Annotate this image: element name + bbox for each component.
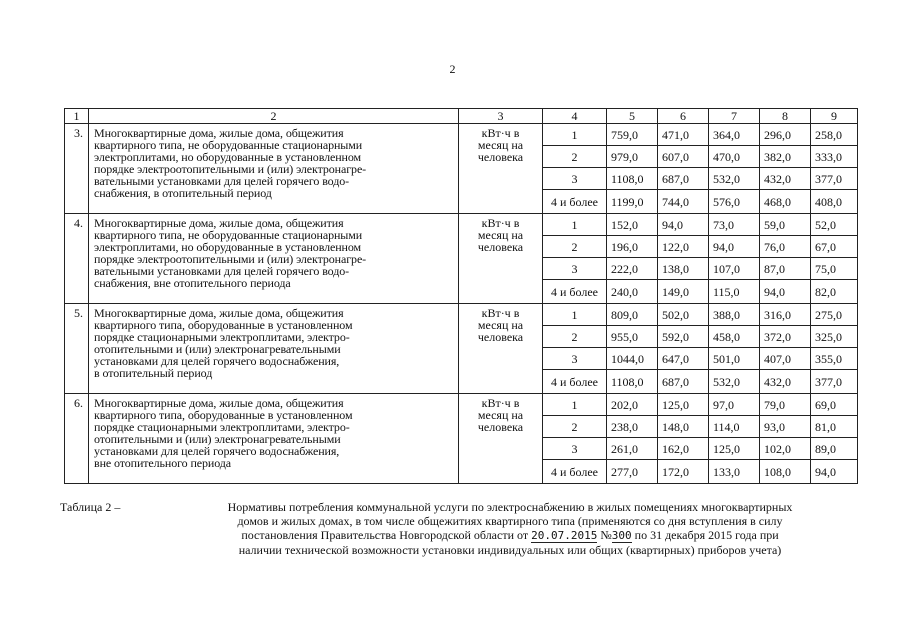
norm-value-cell: 501,0 bbox=[709, 348, 760, 370]
number-sign: № bbox=[600, 528, 612, 542]
caption-line: Нормативы потребления коммунальной услуги по электроснабжению в жилых помещениях многоквартирных bbox=[227, 500, 793, 514]
norm-value-cell: 94,0 bbox=[709, 236, 760, 258]
people-count-cell: 2 bbox=[543, 236, 607, 258]
norm-value-cell: 82,0 bbox=[811, 280, 858, 304]
norm-value-cell: 102,0 bbox=[760, 438, 811, 460]
row-number: 5. bbox=[65, 304, 89, 394]
norm-value-cell: 73,0 bbox=[709, 214, 760, 236]
column-header: 8 bbox=[760, 109, 811, 124]
description-line: вательными установками для целей горячего водо- bbox=[94, 264, 350, 278]
norm-value-cell: 1199,0 bbox=[607, 190, 658, 214]
description-line: порядке стационарными электроплитами, электро- bbox=[94, 330, 350, 344]
housing-type-description bbox=[89, 124, 459, 214]
norm-value-cell: 87,0 bbox=[760, 258, 811, 280]
description-line: квартирного типа, оборудованные в установленном bbox=[94, 408, 353, 422]
consumption-norms-table bbox=[64, 108, 858, 484]
norm-value-cell: 238,0 bbox=[607, 416, 658, 438]
norm-value-cell: 364,0 bbox=[709, 124, 760, 146]
norm-value-cell: 115,0 bbox=[709, 280, 760, 304]
norm-value-cell: 133,0 bbox=[709, 460, 760, 484]
people-count-cell: 1 bbox=[543, 214, 607, 236]
description-line: Многоквартирные дома, жилые дома, общежития bbox=[94, 396, 344, 410]
norm-value-cell: 532,0 bbox=[709, 168, 760, 190]
norm-value-cell: 1044,0 bbox=[607, 348, 658, 370]
caption-line: домов и жилых домах, в том числе общежитиях квартирного типа (применяются со дня вступления в силу bbox=[237, 514, 783, 528]
norm-value-cell: 377,0 bbox=[811, 168, 858, 190]
norm-value-cell: 59,0 bbox=[760, 214, 811, 236]
norm-value-cell: 407,0 bbox=[760, 348, 811, 370]
norm-value-cell: 388,0 bbox=[709, 304, 760, 326]
caption-line-start: постановления Правительства Новгородской области от bbox=[241, 528, 529, 542]
norm-value-cell: 333,0 bbox=[811, 146, 858, 168]
norm-value-cell: 125,0 bbox=[709, 438, 760, 460]
description-line: снабжения, в отопительный период bbox=[94, 186, 272, 200]
table-row bbox=[65, 394, 858, 416]
unit-line: человека bbox=[477, 150, 524, 164]
table-header-row bbox=[65, 109, 858, 124]
norm-value-cell: 592,0 bbox=[658, 326, 709, 348]
table-row bbox=[65, 304, 858, 326]
norm-value-cell: 81,0 bbox=[811, 416, 858, 438]
norm-value-cell: 148,0 bbox=[658, 416, 709, 438]
norm-value-cell: 432,0 bbox=[760, 168, 811, 190]
norm-value-cell: 372,0 bbox=[760, 326, 811, 348]
unit-of-measure bbox=[459, 304, 543, 394]
unit-line: месяц на bbox=[477, 138, 524, 152]
row-number: 6. bbox=[65, 394, 89, 484]
description-line: порядке электроотопительными и (или) электронагре- bbox=[94, 252, 367, 266]
norm-value-cell: 432,0 bbox=[760, 370, 811, 394]
norm-value-cell: 94,0 bbox=[811, 460, 858, 484]
norm-value-cell: 809,0 bbox=[607, 304, 658, 326]
description-line: квартирного типа, не оборудованные стационарными bbox=[94, 228, 363, 242]
norm-value-cell: 502,0 bbox=[658, 304, 709, 326]
norm-value-cell: 607,0 bbox=[658, 146, 709, 168]
description-line: Многоквартирные дома, жилые дома, общежития bbox=[94, 126, 344, 140]
people-count-cell: 1 bbox=[543, 394, 607, 416]
description-line: отопительными и (или) электронагревательными bbox=[94, 432, 341, 446]
unit-line: месяц на bbox=[477, 408, 524, 422]
norm-value-cell: 277,0 bbox=[607, 460, 658, 484]
people-count-cell: 2 bbox=[543, 146, 607, 168]
norm-value-cell: 258,0 bbox=[811, 124, 858, 146]
norm-value-cell: 69,0 bbox=[811, 394, 858, 416]
description-line: порядке электроотопительными и (или) электронагре- bbox=[94, 162, 367, 176]
norm-value-cell: 122,0 bbox=[658, 236, 709, 258]
column-header: 9 bbox=[811, 109, 858, 124]
description-line: порядке стационарными электроплитами, электро- bbox=[94, 420, 350, 434]
people-count-cell: 1 bbox=[543, 304, 607, 326]
norm-value-cell: 138,0 bbox=[658, 258, 709, 280]
resolution-date-field: 20.07.2015 bbox=[531, 529, 598, 542]
norm-value-cell: 1108,0 bbox=[607, 168, 658, 190]
norm-value-cell: 744,0 bbox=[658, 190, 709, 214]
caption-line bbox=[160, 528, 860, 543]
column-header: 2 bbox=[89, 109, 459, 124]
people-count-cell: 3 bbox=[543, 348, 607, 370]
description-line: Многоквартирные дома, жилые дома, общежития bbox=[94, 306, 344, 320]
norm-value-cell: 222,0 bbox=[607, 258, 658, 280]
unit-of-measure bbox=[459, 394, 543, 484]
norm-value-cell: 470,0 bbox=[709, 146, 760, 168]
norm-value-cell: 355,0 bbox=[811, 348, 858, 370]
caption-text bbox=[160, 500, 860, 557]
norm-value-cell: 532,0 bbox=[709, 370, 760, 394]
norm-value-cell: 979,0 bbox=[607, 146, 658, 168]
unit-line: человека bbox=[477, 420, 524, 434]
people-count-cell: 2 bbox=[543, 326, 607, 348]
norm-value-cell: 687,0 bbox=[658, 370, 709, 394]
column-header: 1 bbox=[65, 109, 89, 124]
norm-value-cell: 471,0 bbox=[658, 124, 709, 146]
description-line: Многоквартирные дома, жилые дома, общежития bbox=[94, 216, 344, 230]
norm-value-cell: 316,0 bbox=[760, 304, 811, 326]
housing-type-description bbox=[89, 394, 459, 484]
norm-value-cell: 325,0 bbox=[811, 326, 858, 348]
norm-value-cell: 52,0 bbox=[811, 214, 858, 236]
row-number: 4. bbox=[65, 214, 89, 304]
column-header: 3 bbox=[459, 109, 543, 124]
description-line: установками для целей горячего водоснабжения, bbox=[94, 354, 340, 368]
norm-value-cell: 162,0 bbox=[658, 438, 709, 460]
people-count-cell: 4 и более bbox=[543, 280, 607, 304]
norm-value-cell: 79,0 bbox=[760, 394, 811, 416]
norm-value-cell: 67,0 bbox=[811, 236, 858, 258]
norm-value-cell: 114,0 bbox=[709, 416, 760, 438]
column-header: 7 bbox=[709, 109, 760, 124]
norm-value-cell: 202,0 bbox=[607, 394, 658, 416]
norm-value-cell: 647,0 bbox=[658, 348, 709, 370]
description-line: отопительными и (или) электронагревательными bbox=[94, 342, 341, 356]
norm-value-cell: 468,0 bbox=[760, 190, 811, 214]
norm-value-cell: 93,0 bbox=[760, 416, 811, 438]
housing-type-description bbox=[89, 304, 459, 394]
norm-value-cell: 75,0 bbox=[811, 258, 858, 280]
row-number: 3. bbox=[65, 124, 89, 214]
unit-line: человека bbox=[477, 330, 524, 344]
norm-value-cell: 89,0 bbox=[811, 438, 858, 460]
housing-type-description bbox=[89, 214, 459, 304]
table-row bbox=[65, 124, 858, 146]
page-number: 2 bbox=[449, 62, 456, 76]
unit-line: месяц на bbox=[477, 318, 524, 332]
norm-value-cell: 149,0 bbox=[658, 280, 709, 304]
description-line: вательными установками для целей горячего водо- bbox=[94, 174, 350, 188]
norm-value-cell: 955,0 bbox=[607, 326, 658, 348]
norm-value-cell: 172,0 bbox=[658, 460, 709, 484]
unit-line: кВт·ч в bbox=[481, 396, 520, 410]
column-header: 4 bbox=[543, 109, 607, 124]
unit-line: кВт·ч в bbox=[481, 306, 520, 320]
norm-value-cell: 108,0 bbox=[760, 460, 811, 484]
description-line: электроплитами, но оборудованные в установленном bbox=[94, 240, 362, 254]
description-line: квартирного типа, оборудованные в установленном bbox=[94, 318, 353, 332]
norm-value-cell: 1108,0 bbox=[607, 370, 658, 394]
unit-of-measure bbox=[459, 214, 543, 304]
description-line: установками для целей горячего водоснабжения, bbox=[94, 444, 340, 458]
norm-value-cell: 275,0 bbox=[811, 304, 858, 326]
norm-value-cell: 94,0 bbox=[760, 280, 811, 304]
norm-value-cell: 382,0 bbox=[760, 146, 811, 168]
caption-line-end: по 31 декабря 2015 года при bbox=[634, 528, 779, 542]
norm-value-cell: 76,0 bbox=[760, 236, 811, 258]
people-count-cell: 3 bbox=[543, 168, 607, 190]
caption-label: Таблица 2 – bbox=[60, 500, 121, 514]
table-body bbox=[65, 124, 858, 484]
people-count-cell: 1 bbox=[543, 124, 607, 146]
description-line: снабжения, вне отопительного периода bbox=[94, 276, 291, 290]
unit-line: кВт·ч в bbox=[481, 216, 520, 230]
norm-value-cell: 240,0 bbox=[607, 280, 658, 304]
norm-value-cell: 458,0 bbox=[709, 326, 760, 348]
norm-value-cell: 261,0 bbox=[607, 438, 658, 460]
norm-value-cell: 94,0 bbox=[658, 214, 709, 236]
description-line: вне отопительного периода bbox=[94, 456, 232, 470]
norm-value-cell: 408,0 bbox=[811, 190, 858, 214]
norm-value-cell: 196,0 bbox=[607, 236, 658, 258]
column-header: 5 bbox=[607, 109, 658, 124]
unit-line: месяц на bbox=[477, 228, 524, 242]
norm-value-cell: 107,0 bbox=[709, 258, 760, 280]
description-line: в отопительный период bbox=[94, 366, 213, 380]
norm-value-cell: 687,0 bbox=[658, 168, 709, 190]
norm-value-cell: 759,0 bbox=[607, 124, 658, 146]
people-count-cell: 4 и более bbox=[543, 460, 607, 484]
description-line: квартирного типа, не оборудованные стационарными bbox=[94, 138, 363, 152]
unit-line: человека bbox=[477, 240, 524, 254]
people-count-cell: 4 и более bbox=[543, 370, 607, 394]
norm-value-cell: 97,0 bbox=[709, 394, 760, 416]
people-count-cell: 4 и более bbox=[543, 190, 607, 214]
resolution-number-field: 300 bbox=[611, 529, 632, 542]
norm-value-cell: 576,0 bbox=[709, 190, 760, 214]
people-count-cell: 3 bbox=[543, 258, 607, 280]
people-count-cell: 3 bbox=[543, 438, 607, 460]
norm-value-cell: 377,0 bbox=[811, 370, 858, 394]
unit-line: кВт·ч в bbox=[481, 126, 520, 140]
people-count-cell: 2 bbox=[543, 416, 607, 438]
table-row bbox=[65, 214, 858, 236]
norm-value-cell: 125,0 bbox=[658, 394, 709, 416]
caption-line: наличии технической возможности установки индивидуальных или общих (квартирных) приборов учета) bbox=[238, 543, 782, 557]
norm-value-cell: 152,0 bbox=[607, 214, 658, 236]
column-header: 6 bbox=[658, 109, 709, 124]
norm-value-cell: 296,0 bbox=[760, 124, 811, 146]
unit-of-measure bbox=[459, 124, 543, 214]
description-line: электроплитами, но оборудованные в установленном bbox=[94, 150, 362, 164]
